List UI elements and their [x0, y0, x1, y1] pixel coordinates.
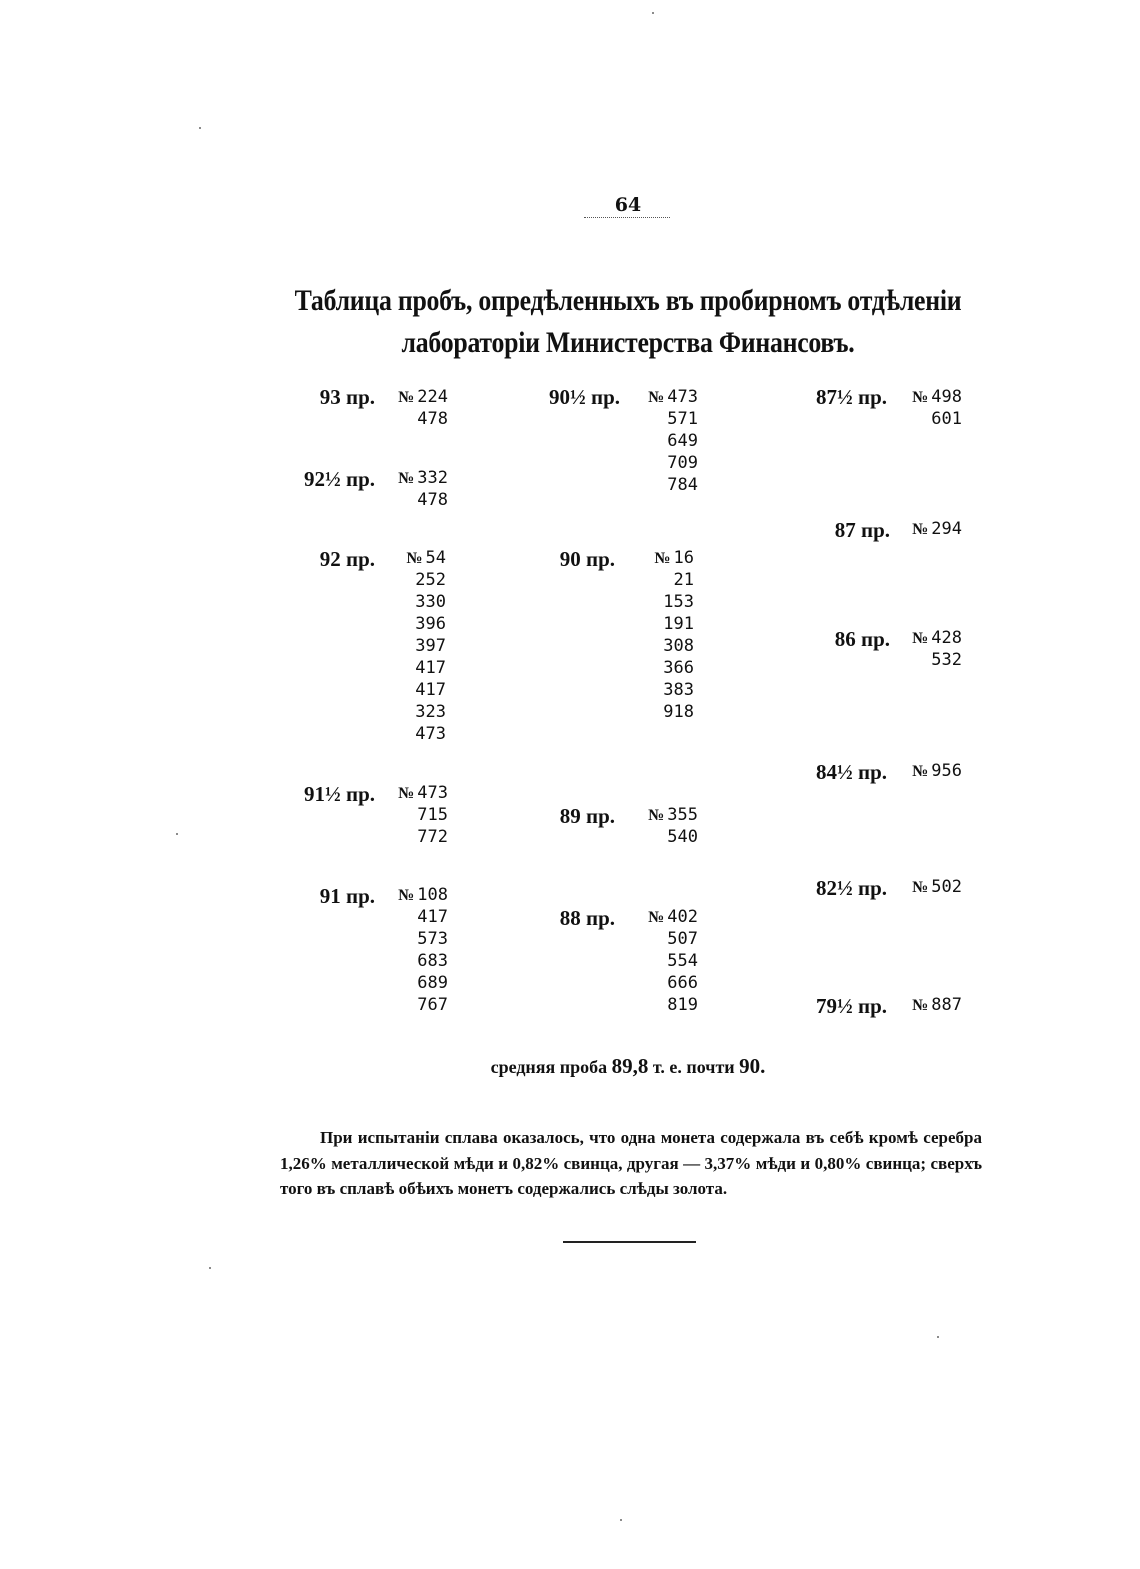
grade-label: 88 пр.	[559, 906, 615, 930]
list-item: 383	[663, 680, 694, 700]
list-item: 666	[667, 973, 698, 993]
average-grade-line	[0, 1054, 1140, 1079]
sample-numbers	[602, 906, 698, 1016]
sample-numbers	[866, 518, 962, 540]
average-rounded: 90.	[739, 1054, 766, 1078]
scan-speck	[176, 833, 178, 835]
list-item: № 402	[648, 907, 698, 927]
grade-label: 87 пр.	[834, 518, 890, 542]
list-item: 507	[667, 929, 698, 949]
grade-label: 89 пр.	[559, 804, 615, 828]
sample-numbers	[866, 760, 962, 782]
list-item: 571	[667, 409, 698, 429]
sample-numbers	[352, 782, 448, 848]
list-item: 918	[663, 702, 694, 722]
grade-label: 90½ пр.	[548, 385, 620, 409]
list-item: 689	[417, 973, 448, 993]
grade-label: 92 пр.	[319, 547, 375, 571]
scan-speck	[209, 1267, 211, 1269]
list-item: 784	[667, 475, 698, 495]
average-value: 89,8	[611, 1054, 649, 1078]
list-item: 191	[663, 614, 694, 634]
list-item: 366	[663, 658, 694, 678]
sample-numbers	[866, 627, 962, 671]
grade-label: 90 пр.	[559, 547, 615, 571]
average-middle: т. е. почти	[652, 1057, 735, 1077]
sample-numbers	[866, 994, 962, 1016]
grade-label: 87½ пр.	[815, 385, 887, 409]
list-item: 330	[415, 592, 446, 612]
list-item: 715	[417, 805, 448, 825]
list-item: 709	[667, 453, 698, 473]
scan-speck	[937, 1336, 939, 1338]
list-item: № 355	[648, 805, 698, 825]
list-item: 554	[667, 951, 698, 971]
list-item: № 332	[398, 468, 448, 488]
sample-numbers	[350, 547, 446, 745]
list-item: 252	[415, 570, 446, 590]
list-item: 417	[415, 680, 446, 700]
list-item: № 294	[912, 519, 962, 539]
table-title-line-1: Таблица пробъ, опредѣленныхъ въ пробирномъ отдѣленіи	[294, 284, 962, 317]
grade-label: 93 пр.	[319, 385, 375, 409]
list-item: 532	[931, 650, 962, 670]
list-item: 473	[415, 724, 446, 744]
grade-label: 91 пр.	[319, 884, 375, 908]
sample-numbers	[866, 386, 962, 430]
sample-numbers	[866, 876, 962, 898]
list-item: № 473	[648, 387, 698, 407]
list-item: № 108	[398, 885, 448, 905]
list-item: 397	[415, 636, 446, 656]
list-item: 819	[667, 995, 698, 1015]
scan-speck	[620, 1519, 622, 1521]
list-item: № 887	[912, 995, 962, 1015]
list-item: 21	[673, 570, 694, 590]
list-item: № 473	[398, 783, 448, 803]
list-item: 573	[417, 929, 448, 949]
list-item: 772	[417, 827, 448, 847]
list-item: 153	[663, 592, 694, 612]
list-item: № 16	[654, 548, 694, 568]
list-item: 649	[667, 431, 698, 451]
grade-label: 92½ пр.	[303, 467, 375, 491]
list-item: 540	[667, 827, 698, 847]
list-item: 767	[417, 995, 448, 1015]
list-item: 417	[415, 658, 446, 678]
list-item: 601	[931, 409, 962, 429]
grade-label: 86 пр.	[834, 627, 890, 651]
list-item: № 502	[912, 877, 962, 897]
list-item: № 956	[912, 761, 962, 781]
sample-numbers	[598, 547, 694, 723]
list-item: 323	[415, 702, 446, 722]
sample-numbers	[602, 386, 698, 496]
grade-label: 84½ пр.	[815, 760, 887, 784]
page-number-ornament	[584, 217, 670, 221]
list-item: 417	[417, 907, 448, 927]
list-item: 683	[417, 951, 448, 971]
grade-label: 79½ пр.	[815, 994, 887, 1018]
list-item: № 498	[912, 387, 962, 407]
scan-speck	[652, 12, 654, 14]
sample-numbers	[352, 884, 448, 1016]
section-end-rule	[563, 1241, 696, 1243]
sample-numbers	[602, 804, 698, 848]
list-item: № 224	[398, 387, 448, 407]
list-item: 478	[417, 409, 448, 429]
list-item: 478	[417, 490, 448, 510]
alloy-analysis-paragraph: При испытаніи сплава оказалось, что одна монета содержала въ себѣ кромѣ серебра 1,26% металлической мѣди и 0,82% свинца, другая — 3,37% мѣди и 0,80% свинца; сверхъ того въ сплавѣ обѣихъ монетъ содержались слѣды золота.	[280, 1128, 982, 1198]
grade-label: 91½ пр.	[303, 782, 375, 806]
list-item: 308	[663, 636, 694, 656]
grade-label: 82½ пр.	[815, 876, 887, 900]
scan-speck	[199, 127, 201, 129]
page-number: 64	[614, 194, 642, 216]
sample-numbers	[352, 467, 448, 511]
list-item: № 54	[406, 548, 446, 568]
list-item: № 428	[912, 628, 962, 648]
list-item: 396	[415, 614, 446, 634]
average-prefix: средняя проба	[490, 1057, 608, 1077]
sample-numbers	[352, 386, 448, 430]
table-title-line-2: лабораторіи Министерства Финансовъ.	[401, 326, 855, 359]
